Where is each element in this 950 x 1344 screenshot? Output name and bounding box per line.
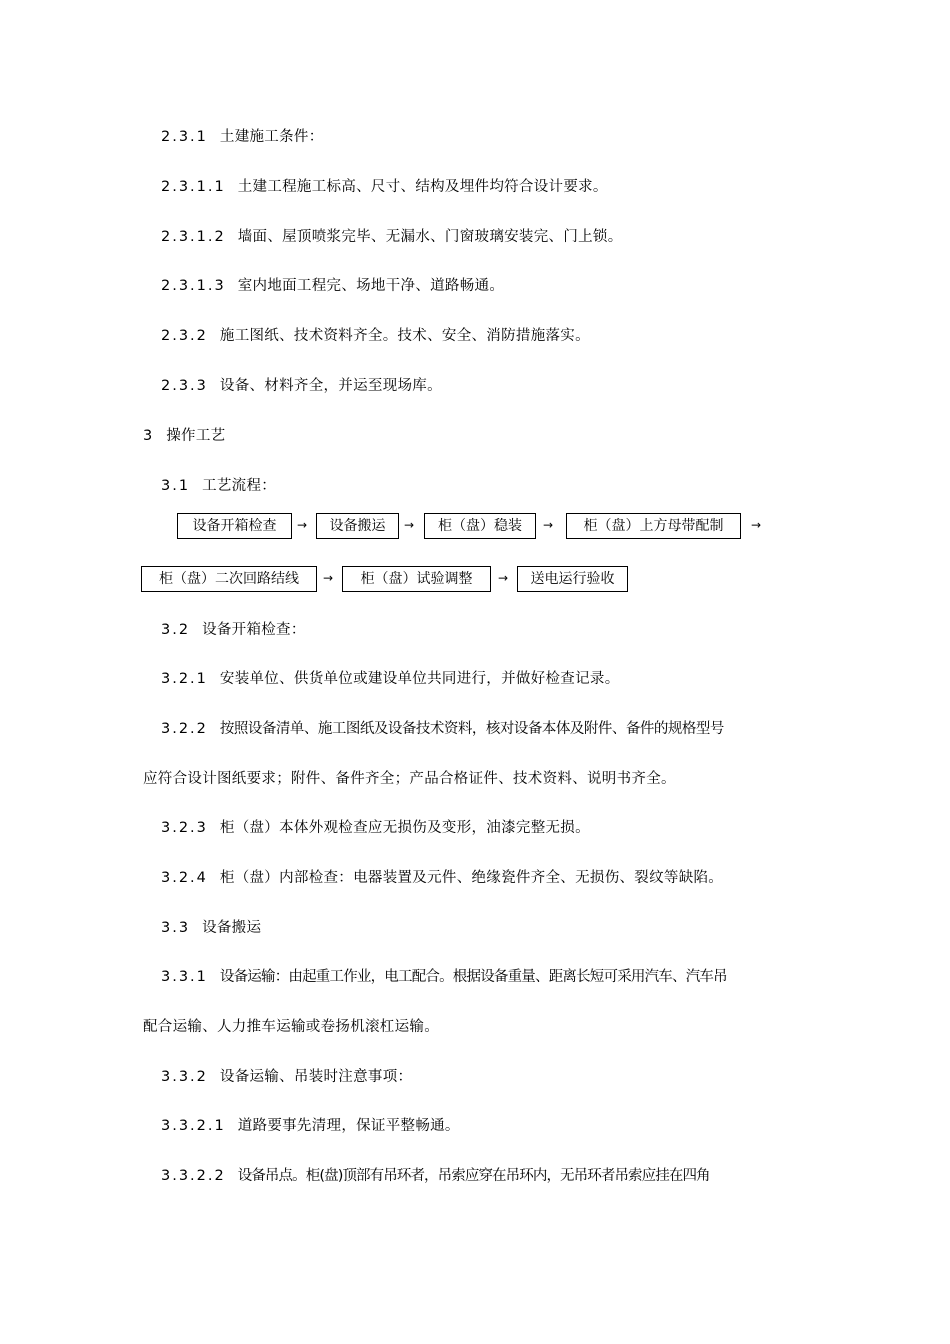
paragraph-text: 工艺流程：: [202, 478, 277, 494]
paragraph-2-3-2: [161, 326, 590, 346]
arrow-right-icon: →: [498, 571, 509, 585]
flow-step-unpack-inspect: 设备开箱检查: [177, 513, 292, 539]
section-heading: 操作工艺: [166, 428, 226, 444]
paragraph-3-3: [161, 918, 261, 938]
section-number: 2.3.1.3: [161, 278, 226, 294]
paragraph-text: 室内地面工程完、场地干净、道路畅通。: [237, 278, 505, 294]
paragraph-2-3-1-2: [161, 227, 623, 247]
section-number: 2.3.3: [161, 378, 208, 394]
paragraph-text: 设备搬运: [202, 920, 262, 936]
section-number: 2.3.1: [161, 129, 208, 145]
paragraph-text: 安装单位、供货单位或建设单位共同进行，并做好检查记录。: [219, 671, 620, 687]
flow-step-energize-accept: 送电运行验收: [517, 566, 628, 592]
section-number: 3.3.2.1: [161, 1118, 226, 1134]
paragraph-text: 墙面、屋顶喷浆完毕、无漏水、门窗玻璃安装完、门上锁。: [237, 229, 623, 245]
paragraph-3-3-1-cont: [143, 1017, 439, 1037]
paragraph-3-2: [161, 620, 306, 640]
flow-step-secondary-wiring: 柜（盘）二次回路结线: [141, 566, 317, 592]
paragraph-3-2-2: [161, 719, 724, 739]
section-number: 3: [143, 428, 155, 444]
section-number: 3.3.1: [161, 969, 208, 985]
flow-step-transport: 设备搬运: [316, 513, 399, 539]
paragraph-text: 按照设备清单、施工图纸及设备技术资料，核对设备本体及附件、备件的规格型号: [219, 721, 724, 737]
paragraph-3-2-2-cont: [143, 769, 676, 789]
paragraph-text: 设备吊点。柜(盘)顶部有吊环者，吊索应穿在吊环内，无吊环者吊索应挂在四角: [237, 1168, 710, 1184]
section-number: 2.3.1.2: [161, 229, 226, 245]
paragraph-3-3-2-2: [161, 1166, 710, 1186]
flow-step-busbar: 柜（盘）上方母带配制: [566, 513, 741, 539]
flow-step-test-adjust: 柜（盘）试验调整: [342, 566, 491, 592]
section-number: 2.3.2: [161, 328, 208, 344]
paragraph-text: 土建工程施工标高、尺寸、结构及埋件均符合设计要求。: [237, 179, 608, 195]
paragraph-3-1: [161, 476, 276, 496]
paragraph-text: 柜（盘）内部检查：电器装置及元件、绝缘瓷件齐全、无损伤、裂纹等缺陷。: [219, 870, 724, 886]
paragraph-text: 设备运输：由起重工作业，电工配合。根据设备重量、距离长短可采用汽车、汽车吊: [219, 969, 727, 985]
paragraph-2-3-1-3: [161, 276, 504, 296]
paragraph-3-2-4: [161, 868, 723, 888]
paragraph-text: 道路要事先清理，保证平整畅通。: [237, 1118, 460, 1134]
paragraph-text: 施工图纸、技术资料齐全。技术、安全、消防措施落实。: [219, 328, 590, 344]
paragraph-3-2-3: [161, 818, 590, 838]
arrow-right-icon: →: [323, 571, 334, 585]
paragraph-text: 设备、材料齐全，并运至现场库。: [219, 378, 442, 394]
arrow-right-icon: →: [297, 518, 308, 532]
paragraph-text: 土建施工条件：: [219, 129, 324, 145]
paragraph-2-3-3: [161, 376, 442, 396]
section-number: 3.2: [161, 622, 191, 638]
paragraph-3-2-1: [161, 669, 620, 689]
paragraph-2-3-1: [161, 127, 324, 147]
paragraph-text: 应符合设计图纸要求；附件、备件齐全；产品合格证件、技术资料、说明书齐全。: [143, 771, 676, 787]
paragraph-text: 配合运输、人力推车运输或卷扬机滚杠运输。: [143, 1019, 439, 1035]
arrow-right-icon: →: [543, 518, 554, 532]
section-number: 3.3.2: [161, 1069, 208, 1085]
arrow-right-icon: →: [751, 518, 762, 532]
paragraph-2-3-1-1: [161, 177, 608, 197]
section-number: 3.2.1: [161, 671, 208, 687]
section-number: 2.3.1.1: [161, 179, 226, 195]
section-number: 3.1: [161, 478, 191, 494]
section-number: 3.3.2.2: [161, 1168, 226, 1184]
section-number: 3.2.4: [161, 870, 208, 886]
heading-3: [143, 426, 225, 446]
section-number: 3.2.3: [161, 820, 208, 836]
arrow-right-icon: →: [404, 518, 415, 532]
section-number: 3.2.2: [161, 721, 208, 737]
flow-step-cabinet-install: 柜（盘）稳装: [424, 513, 536, 539]
paragraph-3-3-2: [161, 1067, 412, 1087]
paragraph-3-3-1: [161, 967, 727, 987]
section-number: 3.3: [161, 920, 191, 936]
paragraph-text: 设备开箱检查：: [202, 622, 306, 638]
paragraph-text: 柜（盘）本体外观检查应无损伤及变形，油漆完整无损。: [219, 820, 590, 836]
paragraph-text: 设备运输、吊装时注意事项：: [219, 1069, 413, 1085]
paragraph-3-3-2-1: [161, 1116, 460, 1136]
